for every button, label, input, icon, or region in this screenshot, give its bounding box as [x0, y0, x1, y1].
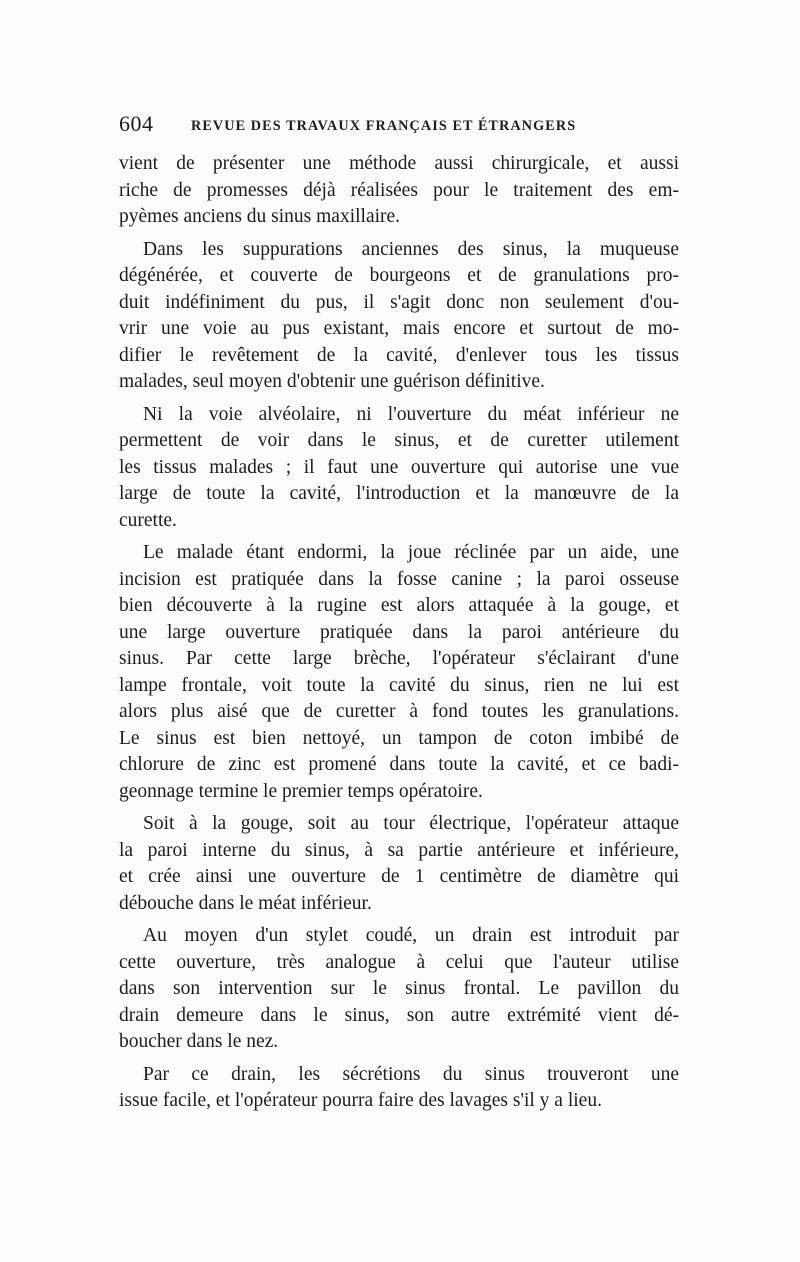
page-number: 604 — [119, 111, 154, 136]
paragraph — [119, 923, 679, 1056]
text-line: sinus. Par cette large brèche, l'opérateur s'éclairant d'une — [119, 648, 679, 669]
text-line: les tissus malades ; il faut une ouverture qui autorise une vue — [119, 456, 679, 478]
text-line: Ni la voie alvéolaire, ni l'ouverture du méat inférieur ne — [143, 403, 679, 425]
paragraph — [119, 811, 679, 917]
paragraph — [119, 151, 679, 231]
text-line: riche de promesses déjà réalisées pour le traitement des em- — [119, 179, 679, 201]
text-line: vrir une voie au pus existant, mais encore et surtout de mo- — [119, 318, 679, 339]
text-line: curette. — [119, 509, 177, 531]
body-text — [119, 151, 679, 1121]
text-line: dégénérée, et couverte de bourgeons et de granulations pro- — [119, 265, 679, 286]
text-line: geonnage termine le premier temps opératoire. — [119, 780, 483, 802]
text-line: drain demeure dans le sinus, son autre extrémité vient dé- — [119, 1004, 679, 1026]
text-line: Dans les suppurations anciennes des sinus, la muqueuse — [143, 238, 679, 260]
text-line: incision est pratiquée dans la fosse canine ; la paroi osseuse — [119, 568, 679, 590]
text-line: une large ouverture pratiquée dans la paroi antérieure du — [119, 621, 679, 643]
text-line: alors plus aisé que de curetter à fond toutes les granulations. — [119, 701, 679, 722]
text-line: difier le revêtement de la cavité, d'enlever tous les tissus — [119, 344, 679, 366]
text-line: Le malade étant endormi, la joue réclinée par un aide, une — [143, 542, 679, 563]
paragraph — [119, 402, 679, 535]
text-line: dans son intervention sur le sinus frontal. Le pavillon du — [119, 978, 679, 999]
paragraph — [119, 1062, 679, 1115]
text-line: la paroi interne du sinus, à sa partie antérieure et inférieure, — [119, 839, 679, 861]
text-line: chlorure de zinc est promené dans toute la cavité, et ce badi- — [119, 754, 679, 775]
page-header — [119, 111, 679, 141]
running-head: REVUE DES TRAVAUX FRANÇAIS ET ÉTRANGERS — [191, 118, 577, 134]
text-line: lampe frontale, voit toute la cavité du sinus, rien ne lui est — [119, 674, 679, 696]
text-line: Par ce drain, les sécrétions du sinus trouveront une — [143, 1063, 679, 1085]
paragraph — [119, 540, 679, 805]
text-line: Au moyen d'un stylet coudé, un drain est introduit par — [143, 925, 679, 946]
paragraph — [119, 237, 679, 396]
text-line: cette ouverture, très analogue à celui que l'auteur utilise — [119, 951, 679, 973]
text-line: duit indéfiniment du pus, il s'agit donc non seulement d'ou- — [119, 291, 679, 313]
text-line: malades, seul moyen d'obtenir une guérison définitive. — [119, 371, 545, 392]
text-line: Le sinus est bien nettoyé, un tampon de coton imbibé de — [119, 727, 679, 749]
text-line: issue facile, et l'opérateur pourra faire des lavages s'il y a lieu. — [119, 1090, 602, 1111]
text-line: débouche dans le méat inférieur. — [119, 892, 372, 914]
text-line: vient de présenter une méthode aussi chirurgicale, et aussi — [119, 153, 679, 174]
text-line: bien découverte à la rugine est alors attaquée à la gouge, et — [119, 595, 679, 616]
text-line: Soit à la gouge, soit au tour électrique, l'opérateur attaque — [143, 813, 679, 834]
text-line: large de toute la cavité, l'introduction et la manœuvre de la — [119, 483, 679, 504]
text-line: permettent de voir dans le sinus, et de curetter utilement — [119, 430, 679, 451]
text-line: boucher dans le nez. — [119, 1031, 279, 1052]
text-line: et crée ainsi une ouverture de 1 centimètre de diamètre qui — [119, 866, 679, 887]
text-line: pyèmes anciens du sinus maxillaire. — [119, 206, 401, 227]
